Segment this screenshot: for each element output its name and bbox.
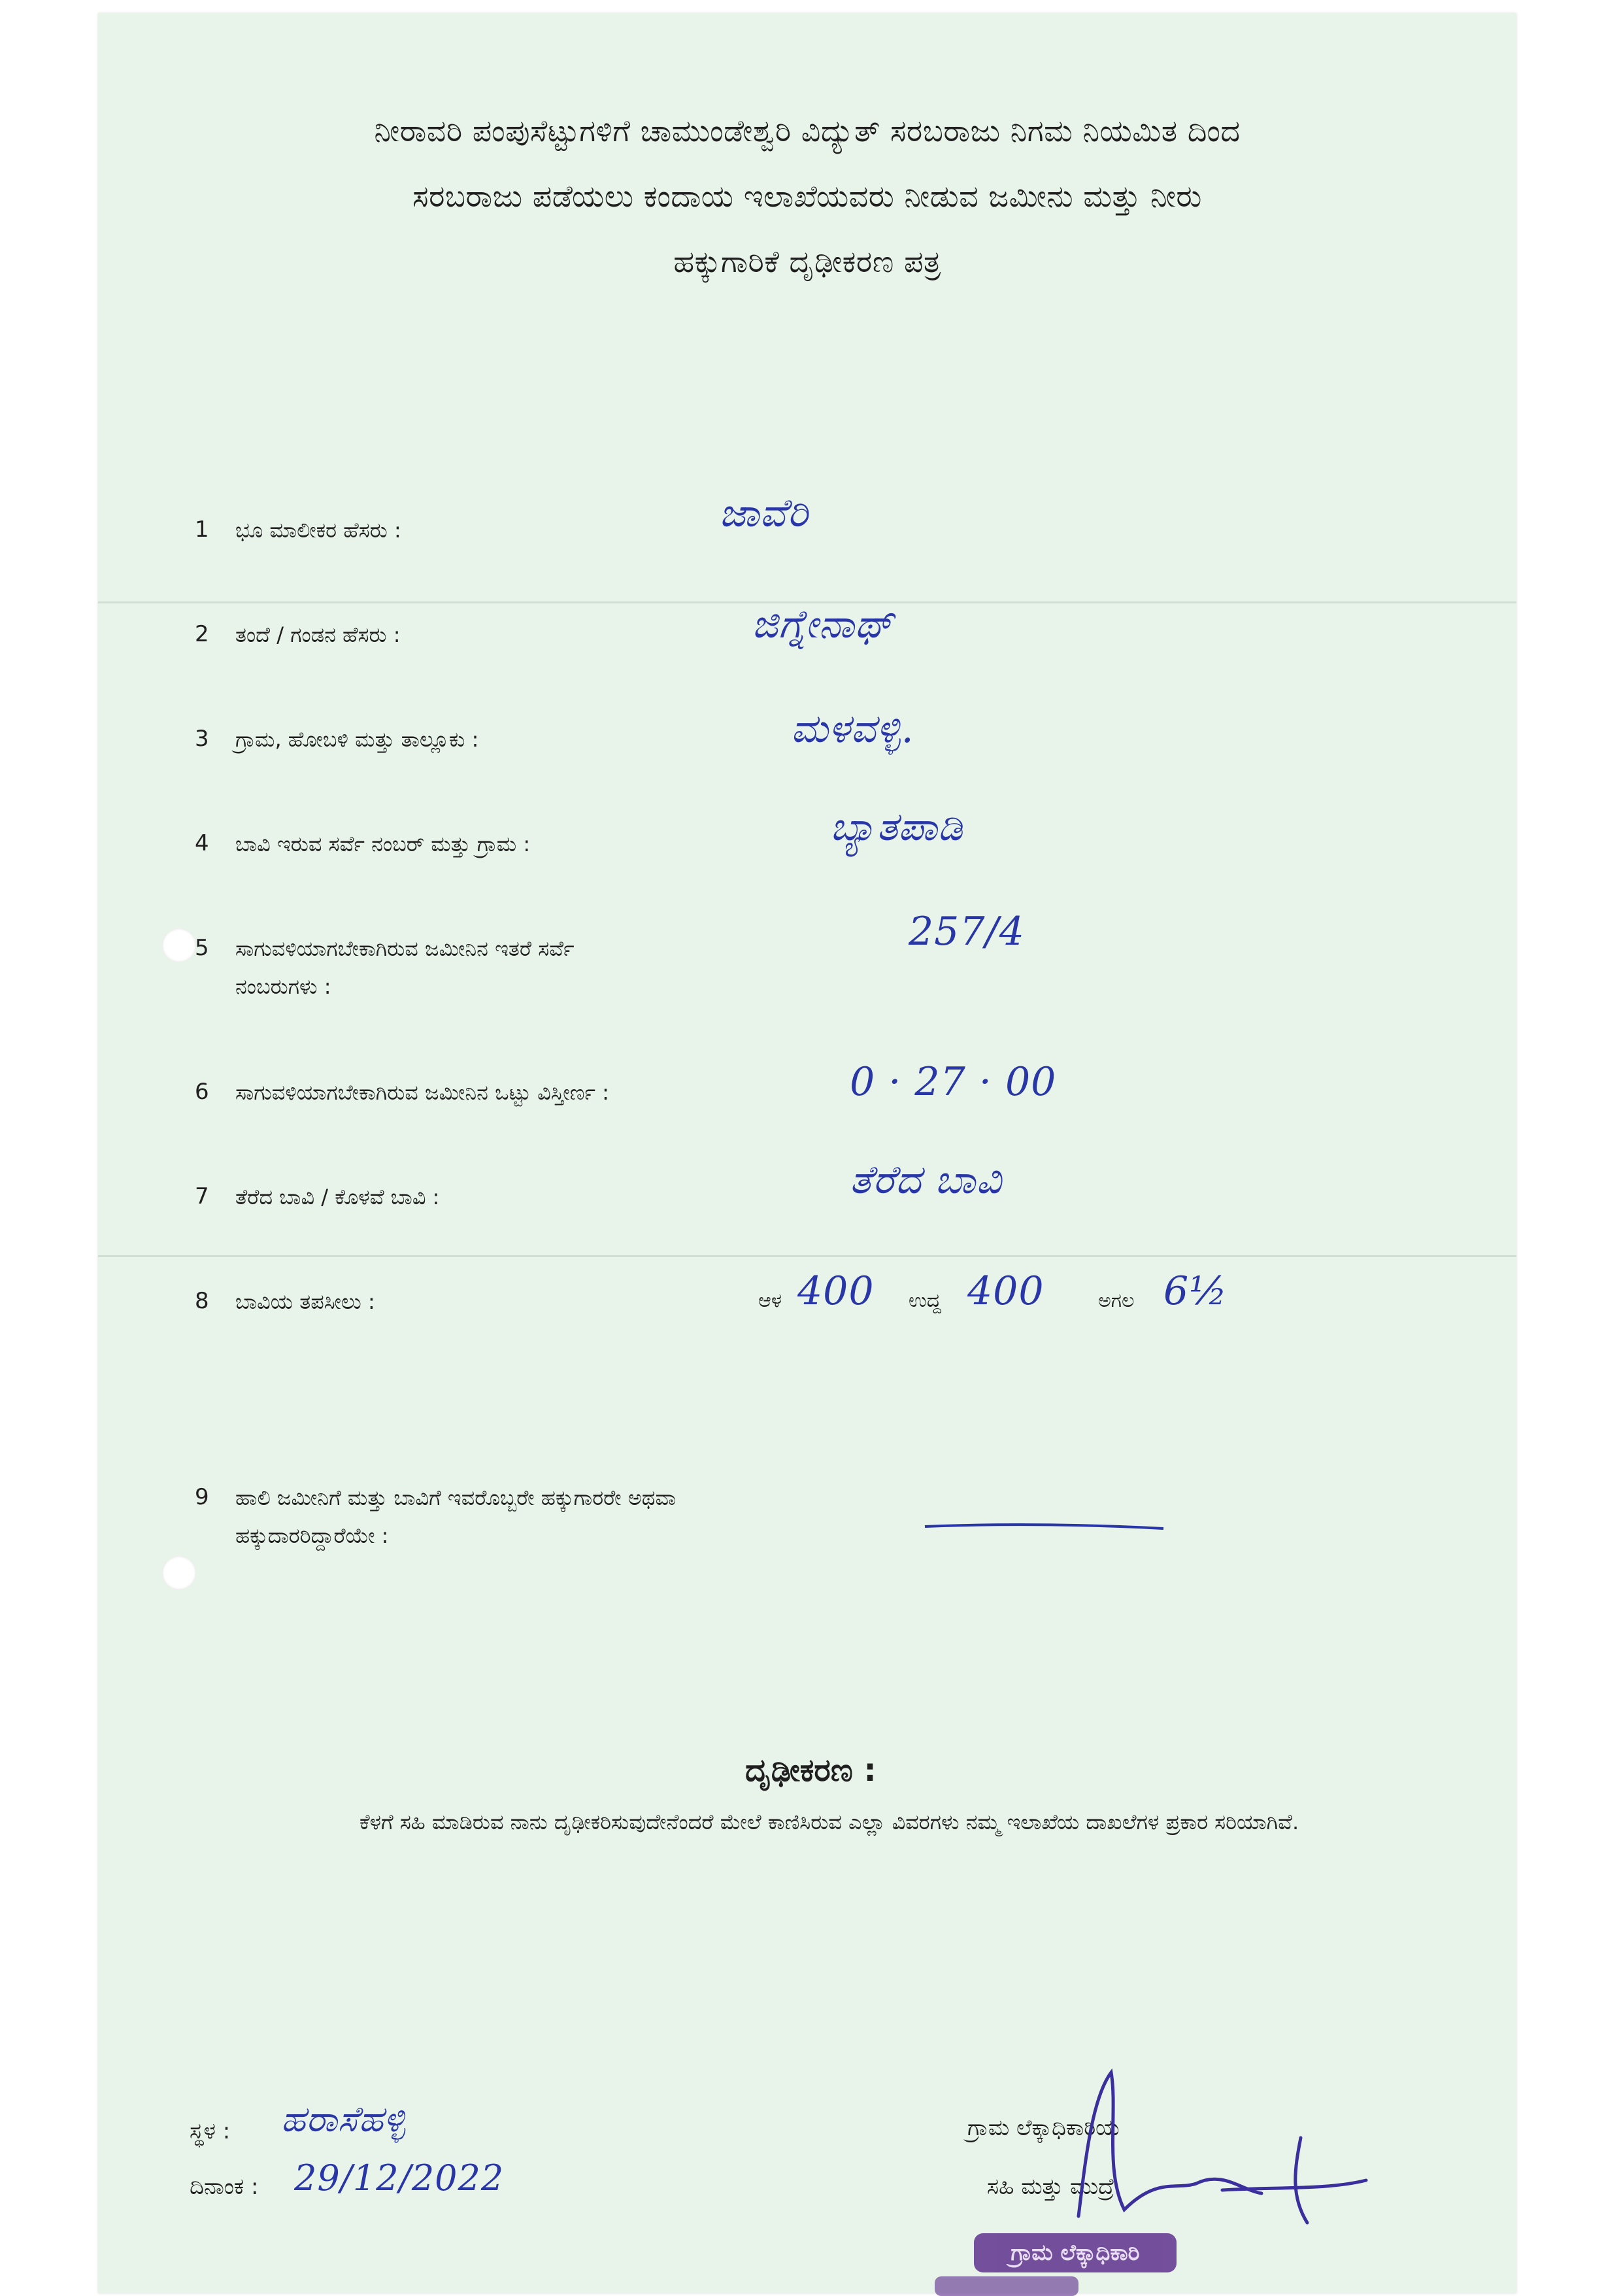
field-number: 5 — [195, 935, 209, 961]
field-label-owner: ಭೂ ಮಾಲೀಕರ ಹೆಸರು : — [235, 518, 401, 543]
field-label-father: ತಂದೆ / ಗಂಡನ ಹೆಸರು : — [235, 622, 401, 647]
date-label: ದಿನಾಂಕ : — [190, 2174, 259, 2200]
field-label-area: ಸಾಗುವಳಿಯಾಗಬೇಕಾಗಿರುವ ಜಮೀನಿನ ಒಟ್ಟು ವಿಸ್ತೀರ್ಣ : — [235, 1080, 609, 1105]
length-label: ಉದ್ದ — [909, 1289, 941, 1312]
punch-hole — [162, 1556, 196, 1590]
length-value: 400 — [967, 1268, 1044, 1314]
fold-line — [98, 1255, 1516, 1257]
field-number: 6 — [195, 1079, 209, 1105]
village-value: ಮಳವಳ್ಳಿ. — [791, 706, 914, 752]
signature — [1026, 2059, 1392, 2229]
field-number: 3 — [195, 726, 209, 752]
field-label-other-survey: ಸಾಗುವಳಿಯಾಗಬೇಕಾಗಿರುವ ಜಮೀನಿನ ಇತರೆ ಸರ್ವೆ ನಂಬರುಗಳು : — [235, 936, 575, 999]
depth-value: 400 — [797, 1268, 875, 1314]
field-number: 2 — [195, 621, 209, 647]
title-line-1: ನೀರಾವರಿ ಪಂಪುಸೆಟ್ಟುಗಳಿಗೆ ಚಾಮುಂಡೇಶ್ವರಿ ವಿದ್ಯುತ್ ಸರಬರಾಜು ನಿಗಮ ನಿಯಮಿತ ದಿಂದ — [374, 113, 1241, 148]
field-number: 8 — [195, 1288, 209, 1314]
certification-heading: ದೃಢೀಕರಣ : — [745, 1752, 877, 1789]
field-number: 1 — [195, 516, 209, 543]
well-type-value: ತೆರೆದ ಬಾವಿ — [850, 1157, 1003, 1203]
father-name-value: ಜಿಗ್ನೇನಾಥ್ — [752, 601, 894, 647]
field-label-well-type: ತೆರೆದ ಬಾವಿ / ಕೊಳವೆ ಬಾವಿ : — [235, 1185, 440, 1209]
field-label-well-details: ಬಾವಿಯ ತಪಸೀಲು : — [235, 1289, 375, 1314]
title-line-2: ಸರಬರಾಜು ಪಡೆಯಲು ಕಂದಾಯ ಇಲಾಖೆಯವರು ನೀಡುವ ಜಮೀನು ಮತ್ತು ನೀರು — [412, 178, 1202, 214]
owner-name-value: ಜಾವೆರಿ — [719, 490, 809, 536]
punch-hole — [162, 928, 196, 962]
place-label: ಸ್ಥಳ : — [190, 2118, 231, 2144]
survey-village-value: ಬ್ಯಾತಪಾಡಿ — [830, 804, 963, 850]
signature-label: ಸಹಿ ಮತ್ತು ಮುದ್ರೆ — [987, 2174, 1115, 2200]
field-label-village: ಗ್ರಾಮ, ಹೋಬಳಿ ಮತ್ತು ತಾಲ್ಲೂಕು : — [235, 727, 479, 752]
document-sheet — [98, 13, 1516, 2293]
area-value: 0 · 27 · 00 — [850, 1059, 1057, 1105]
field-number: 7 — [195, 1183, 209, 1209]
officer-label: ಗ್ರಾಮ ಲೆಕ್ಕಾಧಿಕಾರಿಯ — [967, 2115, 1120, 2141]
field-number: 4 — [195, 830, 209, 856]
place-value: ಹರಾಸೆಹಳ್ಳಿ — [281, 2099, 407, 2140]
width-value: 6½ — [1163, 1268, 1228, 1314]
title-line-3: ಹಕ್ಕುಗಾರಿಕೆ ದೃಢೀಕರಣ ಪತ್ರ — [673, 244, 941, 279]
official-stamp: ಗ್ರಾಮ ಲೆಕ್ಕಾಧಿಕಾರಿ — [974, 2233, 1177, 2272]
dash-line — [922, 1517, 1170, 1536]
certification-text: ಕೆಳಗೆ ಸಹಿ ಮಾಡಿರುವ ನಾನು ದೃಢೀಕರಿಸುವುದೇನೆಂದರೆ ಮೇಲೆ ಕಾಣಿಸಿರುವ ಎಲ್ಲಾ ವಿವರಗಳು ನಮ್ಮ ಇಲಾಖೆಯ ದಾಖಲೆಗಳ ಪ್ರಕಾರ ಸರಿಯಾಗಿವೆ. — [359, 1810, 1299, 1834]
field-number: 9 — [195, 1484, 209, 1510]
field-label-survey: ಬಾವಿ ಇರುವ ಸರ್ವೆ ನಂಬರ್ ಮತ್ತು ಗ್ರಾಮ : — [235, 832, 531, 856]
field-label-ownership: ಹಾಲಿ ಜಮೀನಿಗೆ ಮತ್ತು ಬಾವಿಗೆ ಇವರೊಬ್ಬರೇ ಹಕ್ಕುಗಾರರೇ ಅಥವಾ ಹಕ್ಕುದಾರರಿದ್ದಾರೆಯೇ : — [235, 1485, 677, 1548]
width-label: ಅಗಲ — [1098, 1289, 1135, 1312]
depth-label: ಆಳ — [758, 1289, 782, 1312]
other-survey-value: 257/4 — [909, 909, 1025, 954]
date-value: 29/12/2022 — [294, 2157, 505, 2199]
